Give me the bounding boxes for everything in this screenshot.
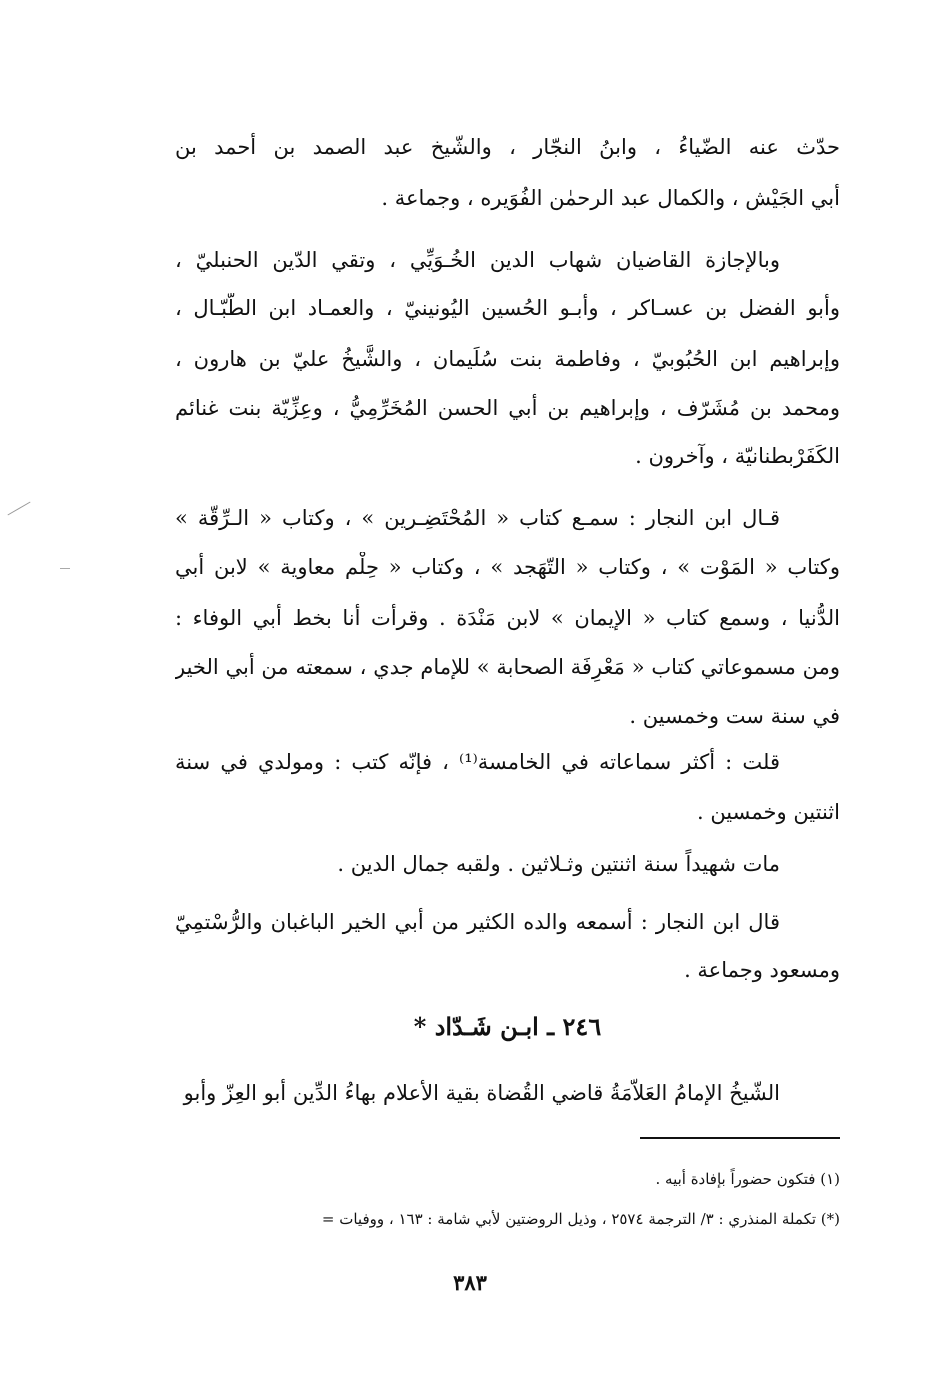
body-line-13: قلت : أكثر سماعاته في الخامسة⁽¹⁾ ، فإنّه كتب : ومولدي في سنة	[175, 750, 780, 774]
body-line-7: الكَفَرْبطنانيّة ، وآخرون .	[635, 444, 840, 468]
body-line-12: في سنة ست وخمسين .	[629, 704, 840, 728]
body-line-8: قـال ابن النجار : سمـع كتاب « المُحْتَضِـرين » ، وكتاب « الـرِّقّة »	[175, 506, 780, 530]
footnote-1: (١) فتكون حضوراً بإفادة أبيه .	[655, 1170, 840, 1188]
footnote-separator	[640, 1137, 840, 1139]
margin-pencil-mark	[7, 502, 30, 516]
body-line-4: وأبو الفضل بن عسـاكر ، وأبـو الحُسين اليُونينيّ ، والعمـاد ابن الطَّبّـال ،	[175, 296, 840, 320]
body-line-9: وكتاب « المَوْت » ، وكتاب « التّهَجد » ، وكتاب « حِلْم معاوية » لابن أبي	[175, 555, 840, 579]
body-line-14: اثنتين وخمسين .	[696, 800, 840, 824]
body-line-1: حدّث عنه الضّياءُ ، وابنُ النجّار ، والشّيخ عبد الصمد بن أحمد بن	[175, 135, 840, 159]
body-line-17: ومسعود وجماعة .	[684, 958, 840, 982]
body-line-6: ومحمد بن مُشَرّف ، وإبراهيم بن أبي الحسن المُخَرِّمِيُّ ، وعِزِّيّة بنت غنائم	[175, 396, 840, 420]
body-line-11: ومن مسموعاتي كتاب « مَعْرِفَة الصحابة » للإمام جدي ، سمعته من أبي الخير	[175, 655, 840, 679]
entry-heading: ٢٤٦ ـ ابـن شَـدّاد *	[413, 1012, 602, 1041]
page-number: ٣٨٣	[453, 1270, 487, 1295]
body-line-2: أبي الجَيْش ، والكمال عبد الرحمٰن الفُوَيره ، وجماعة .	[381, 186, 840, 210]
body-line-10: الدُّنيا ، وسمع كتاب « الإيمان » لابن مَنْدَة . وقرأت أنا بخط أبي الوفاء :	[175, 606, 840, 630]
body-line-5: وإبراهيم ابن الحُبُوبيّ ، وفاطمة بنت سُلَيمان ، والشَّيخُ عليّ بن هارون ،	[175, 347, 840, 371]
entry-first-line: الشّيخُ الإمامُ العَلاّمَةُ قاضي القُضاة بقية الأعلام بهاءُ الدِّين أبو العِزّ وأبو	[183, 1081, 780, 1105]
footnote-2: (*) تكملة المنذري : ٣/ الترجمة ٢٥٧٤ ، وذيل الروضتين لأبي شامة : ١٦٣ ، ووفيات =	[321, 1210, 840, 1228]
body-line-16: قال ابن النجار : أسمعه والده الكثير من أبي الخير الباغبان والرُّسْتمِيّ	[175, 910, 780, 934]
body-line-15: مات شهيداً سنة اثنتين وثـلاثين . ولقبه جمال الدين .	[337, 852, 780, 876]
body-line-3: وبالإجازة القاضيان شهاب الدين الخُـوَيِّي ، وتقي الدّين الحنبليّ ،	[175, 248, 780, 272]
margin-dash-mark	[60, 568, 70, 569]
